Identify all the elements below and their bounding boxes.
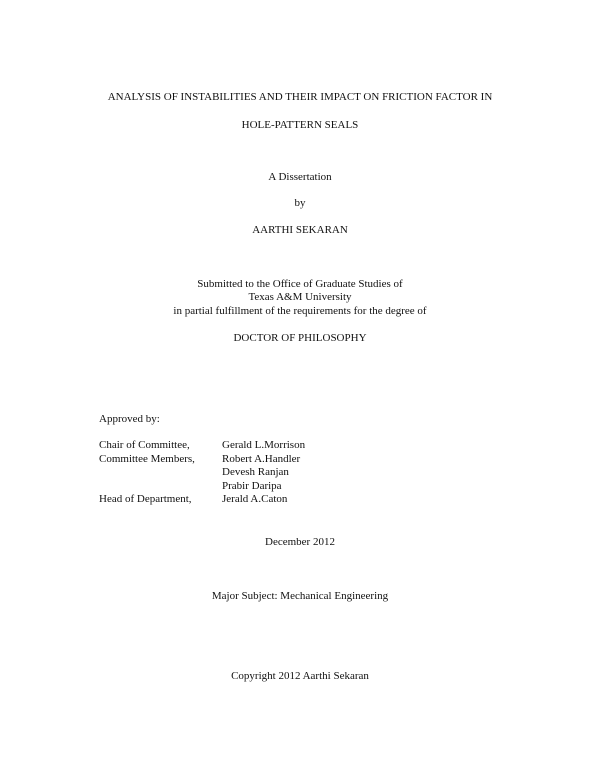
title-line-1: ANALYSIS OF INSTABILITIES AND THEIR IMPACT ON FRICTION FACTOR IN <box>107 91 493 103</box>
committee-role: Committee Members, <box>99 452 195 465</box>
title-line-2: HOLE-PATTERN SEALS <box>241 119 359 131</box>
degree-name: DOCTOR OF PHILOSOPHY <box>233 332 367 344</box>
submission-line-1: Submitted to the Office of Graduate Studies of <box>197 278 403 290</box>
committee-member: Jerald A.Caton <box>222 493 288 505</box>
committee-member: Gerald L.Morrison <box>222 439 306 451</box>
major-subject: Major Subject: Mechanical Engineering <box>211 590 389 602</box>
approved-by-label: Approved by: <box>99 413 160 425</box>
committee-role: Chair of Committee, <box>99 439 190 451</box>
committee-member: Prabir Daripa <box>222 479 282 492</box>
author-name: AARTHI SEKARAN <box>252 224 348 236</box>
submission-date: December 2012 <box>265 536 335 548</box>
committee-member: Devesh Ranjan <box>222 466 289 478</box>
document-type: A Dissertation <box>268 171 332 183</box>
submission-line-3: in partial fulfillment of the requirements for the degree of <box>173 305 427 317</box>
committee-member: Robert A.Handler <box>222 452 301 465</box>
submission-line-2: Texas A&M University <box>248 291 352 303</box>
committee-role: Head of Department, <box>99 493 192 505</box>
copyright-notice: Copyright 2012 Aarthi Sekaran <box>231 670 369 682</box>
by-label: by <box>294 197 306 209</box>
